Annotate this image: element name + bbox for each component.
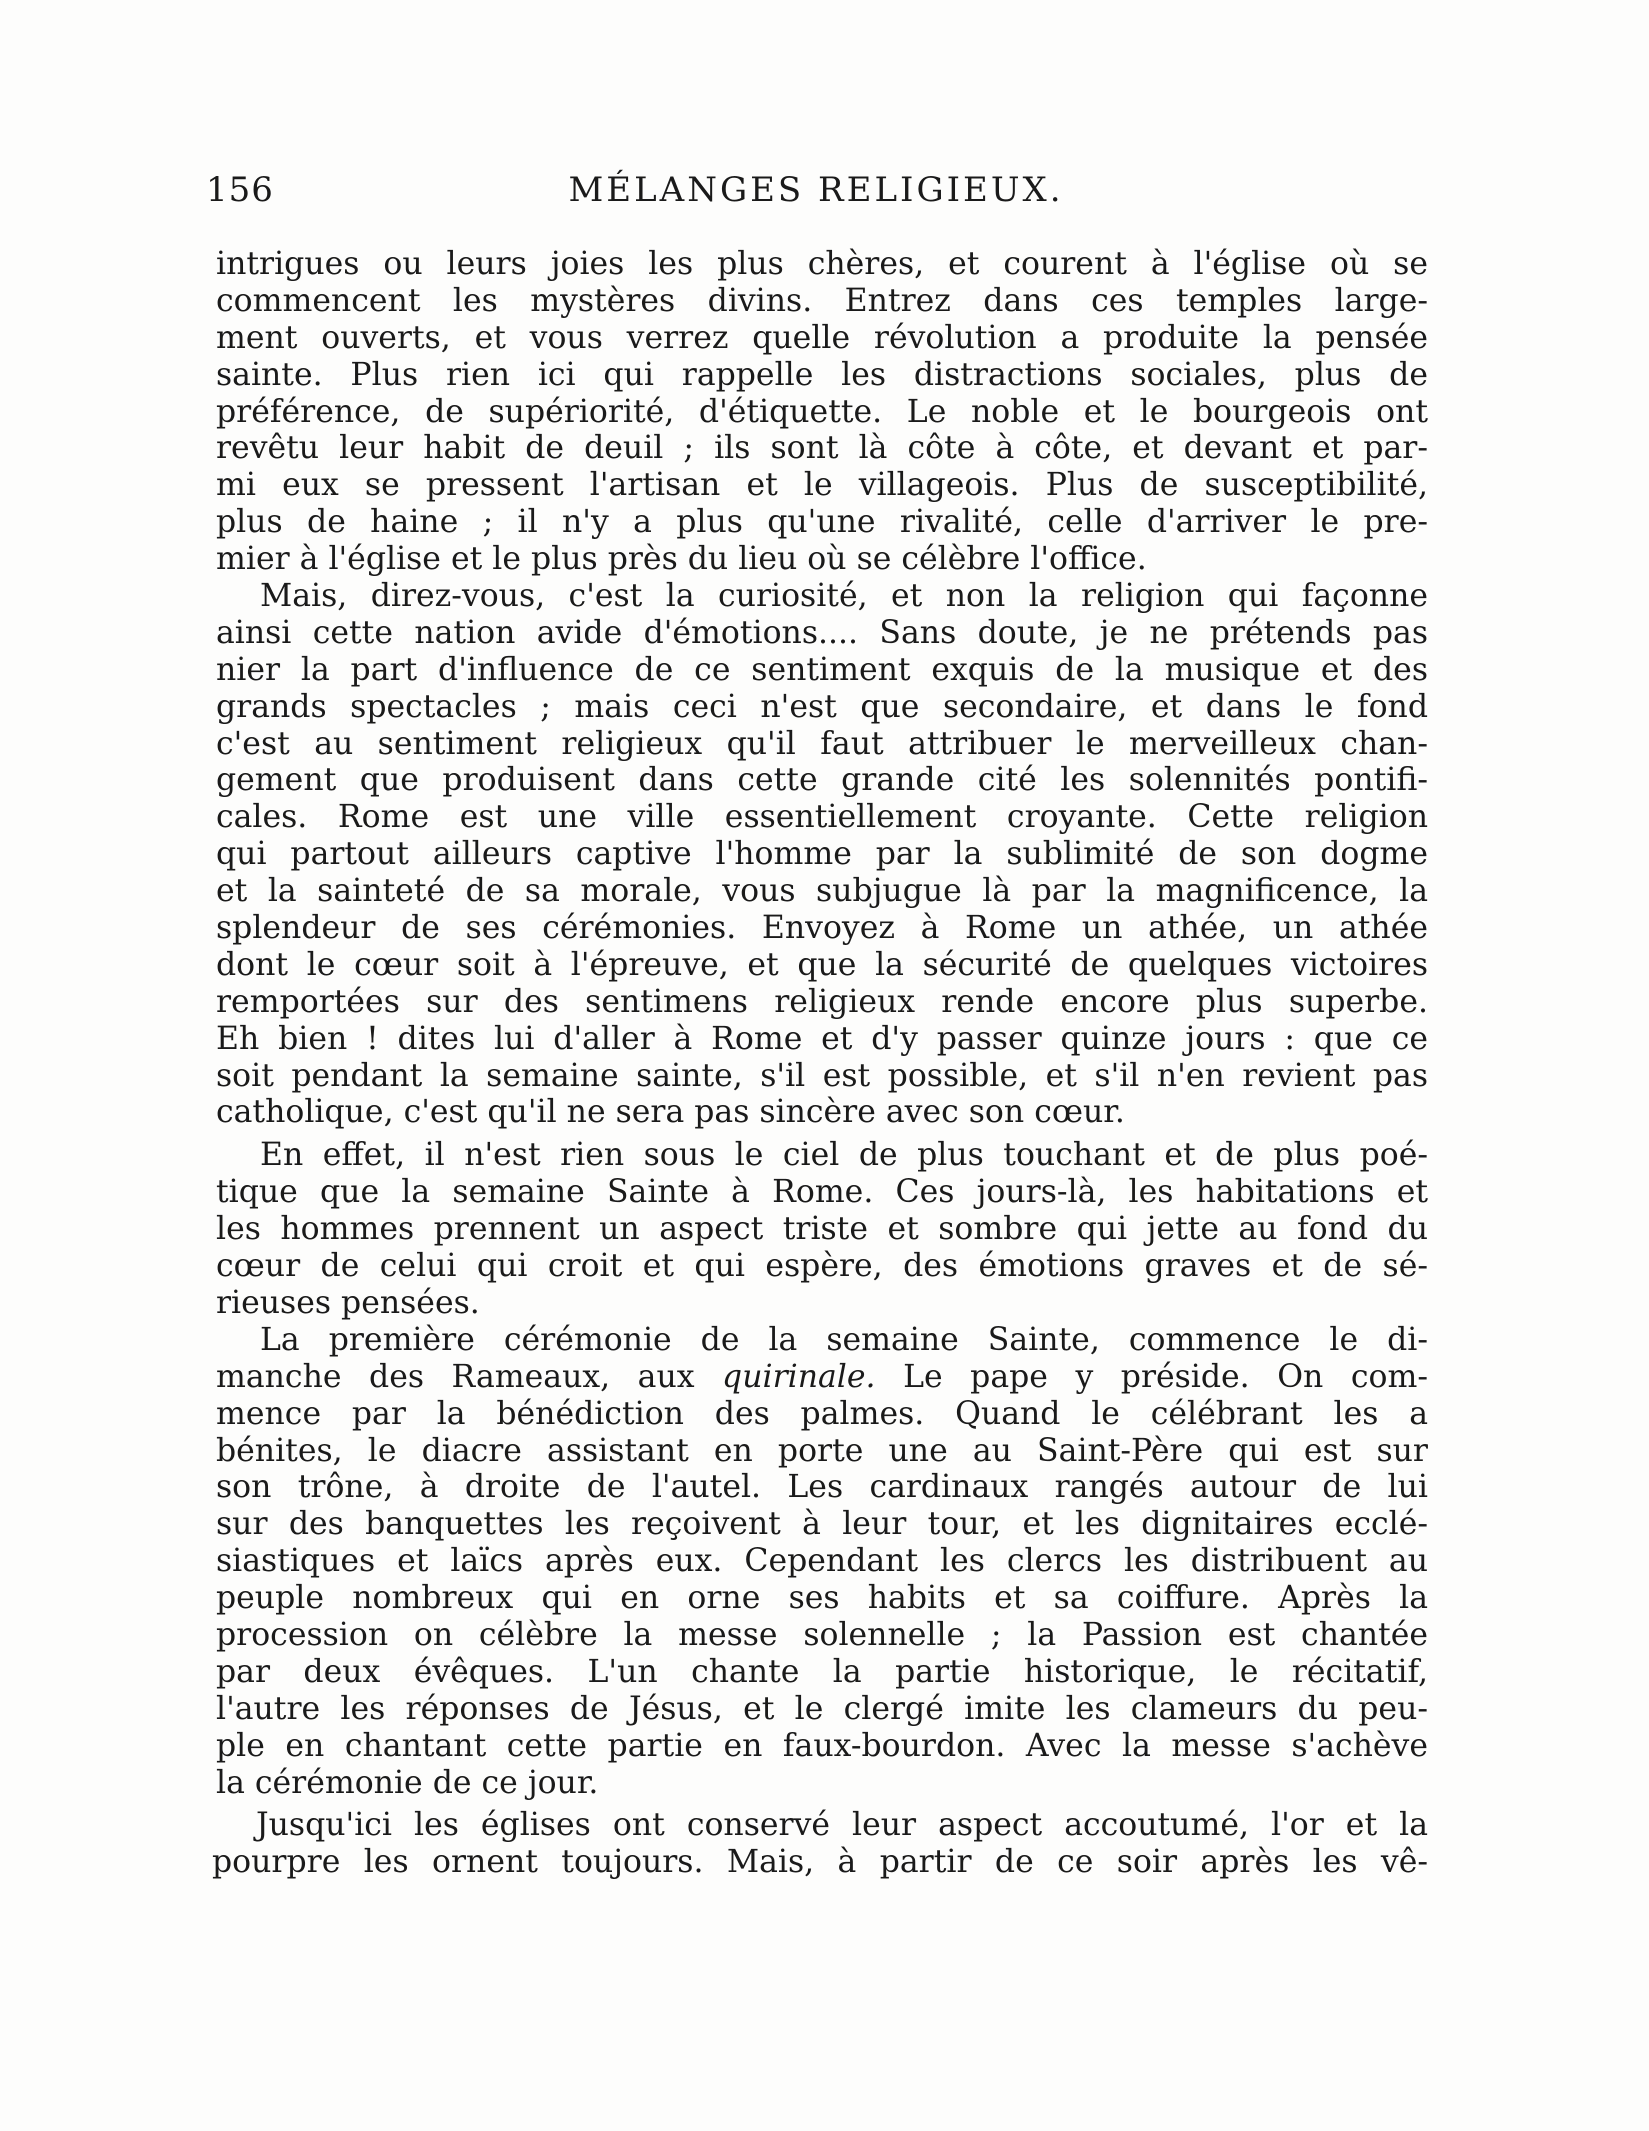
text-line: mi eux se pressent l'artisan et le villageois. Plus de susceptibilité, [216,467,1428,504]
text-line: soit pendant la semaine sainte, s'il est possible, et s'il n'en revient pas [216,1057,1428,1094]
text-line: ple en chantant cette partie en faux-bourdon. Avec la messe s'achève [216,1727,1428,1764]
text-segment: manche des Rameaux, aux [216,1358,695,1395]
text-line: gement que produisent dans cette grande cité les solennités pontifi- [216,762,1428,799]
running-title: MÉLANGES RELIGIEUX. [568,170,1064,210]
paragraph-start: La première cérémonie de la semaine Sainte, commence le di- [260,1321,1428,1358]
text-line: c'est au sentiment religieux qu'il faut attribuer le merveilleux chan- [216,725,1428,762]
text-line: intrigues ou leurs joies les plus chères, et courent à l'église où se [216,246,1428,282]
italic-quirinale: quirinale. [722,1358,876,1395]
text-line: ment ouverts, et vous verrez quelle révolution a produite la pensée [216,319,1428,356]
text-line: par deux évêques. L'un chante la partie historique, le récitatif, [216,1653,1428,1690]
paragraph-start: Jusqu'ici les églises ont conservé leur aspect accoutumé, l'or et la [256,1807,1428,1844]
text-line: commencent les mystères divins. Entrez dans ces temples large- [216,282,1428,319]
page-header [206,170,1426,230]
text-line: pourpre les ornent toujours. Mais, à partir de ce soir après les vê- [212,1844,1428,1881]
text-line: nier la part d'influence de ce sentiment exquis de la musique et des [216,651,1428,688]
text-line: revêtu leur habit de deuil ; ils sont là côte à côte, et devant et par- [216,430,1428,467]
text-segment: Le pape y préside. On com- [903,1358,1428,1395]
text-line: qui partout ailleurs captive l'homme par la sublimité de son dogme [216,836,1428,873]
text-line: l'autre les réponses de Jésus, et le clergé imite les clameurs du peu- [216,1690,1428,1727]
text-line: mence par la bénédiction des palmes. Quand le célébrant les a [216,1395,1428,1432]
text-line: son trône, à droite de l'autel. Les cardinaux rangés autour de lui [216,1469,1428,1506]
text-line: splendeur de ses cérémonies. Envoyez à Rome un athée, un athée [216,910,1428,947]
text-line: mier à l'église et le plus près du lieu où se célèbre l'office. [216,541,1147,578]
text-line: la cérémonie de ce jour. [216,1764,599,1801]
text-line: Eh bien ! dites lui d'aller à Rome et d'y passer quinze jours : que ce [216,1020,1428,1057]
text-line: procession on célèbre la messe solennelle ; la Passion est chantée [216,1616,1428,1653]
text-line: plus de haine ; il n'y a plus qu'une rivalité, celle d'arriver le pre- [216,504,1428,541]
text-line: sur des banquettes les reçoivent à leur tour, et les dignitaires ecclé- [216,1506,1428,1543]
text-line: ainsi cette nation avide d'émotions.... Sans doute, je ne prétends pas [216,614,1428,651]
text-line: siastiques et laïcs après eux. Cependant les clercs les distribuent au [216,1543,1428,1580]
text-line: peuple nombreux qui en orne ses habits et sa coiffure. Après la [216,1580,1428,1617]
paragraph-start: En effet, il n'est rien sous le ciel de plus touchant et de plus poé- [260,1137,1428,1174]
page-number: 156 [206,170,274,210]
text-line: et la sainteté de sa morale, vous subjugue là par la magnificence, la [216,873,1428,910]
body-text [212,246,1428,1881]
text-line: préférence, de supériorité, d'étiquette. Le noble et le bourgeois ont [216,393,1428,430]
text-line: rieuses pensées. [216,1284,480,1321]
paragraph-start: Mais, direz-vous, c'est la curiosité, et non la religion qui façonne [260,578,1428,615]
text-line: catholique, c'est qu'il ne sera pas sincère avec son cœur. [216,1094,1125,1131]
text-line: cales. Rome est une ville essentiellement croyante. Cette religion [216,799,1428,836]
text-line-with-italic [216,1359,1428,1396]
text-line: sainte. Plus rien ici qui rappelle les distractions sociales, plus de [216,356,1428,393]
text-line: les hommes prennent un aspect triste et sombre qui jette au fond du [216,1211,1428,1248]
text-line: grands spectacles ; mais ceci n'est que secondaire, et dans le fond [216,688,1428,725]
text-line: cœur de celui qui croit et qui espère, des émotions graves et de sé- [216,1248,1428,1285]
text-line: bénites, le diacre assistant en porte une au Saint-Père qui est sur [216,1432,1428,1469]
text-line: dont le cœur soit à l'épreuve, et que la sécurité de quelques victoires [216,946,1428,983]
text-line: remportées sur des sentimens religieux rende encore plus superbe. [216,983,1428,1020]
text-line: tique que la semaine Sainte à Rome. Ces jours-là, les habitations et [216,1174,1428,1211]
